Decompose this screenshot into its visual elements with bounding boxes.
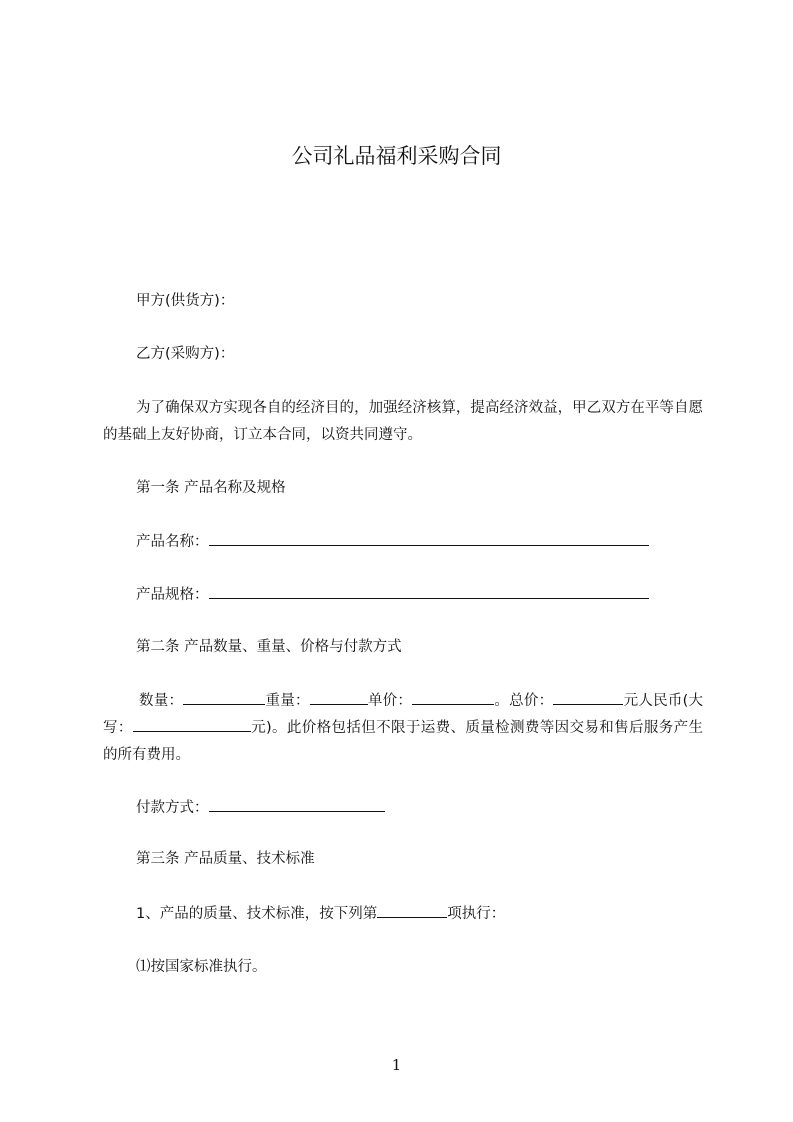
standard-item-blank — [377, 903, 447, 918]
total-price-blank — [553, 690, 623, 705]
standard-item-prefix: 1、产品的质量、技术标准，按下列第 — [136, 906, 378, 922]
payment-method-label: 付款方式： — [136, 800, 209, 816]
product-name-label: 产品名称： — [136, 534, 209, 550]
national-standard-line: ⑴按国家标准执行。 — [136, 959, 267, 975]
product-spec-label: 产品规格： — [136, 587, 209, 603]
weight-label: 重量： — [265, 693, 310, 709]
article2-heading: 第二条 产品数量、重量、价格与付款方式 — [136, 639, 402, 655]
total-price-label: 。总价： — [494, 693, 554, 709]
product-name-blank — [209, 531, 649, 546]
party-b-line: 乙方(采购方)： — [136, 346, 235, 362]
payment-method-line — [136, 797, 385, 818]
unit-price-label: 单价： — [367, 693, 413, 709]
amount-in-words-blank — [133, 717, 251, 732]
quantity-price-paragraph — [103, 688, 703, 769]
article3-heading: 第三条 产品质量、技术标准 — [136, 851, 315, 867]
price-clause: 元)。此价格包括但不限于运费、质量检测费等因交易和售后服务产生的所有费用。 — [103, 720, 703, 763]
article1-heading: 第一条 产品名称及规格 — [136, 480, 286, 496]
product-spec-blank — [209, 584, 649, 599]
product-spec-line — [136, 584, 649, 605]
yuan-label: 元人民币(大写： — [103, 693, 704, 736]
party-a-line: 甲方(供货方)： — [136, 293, 235, 309]
preamble-paragraph: 为了确保双方实现各自的经济目的，加强经济核算，提高经济效益，甲乙双方在平等自愿的基础上友好协商，订立本合同，以资共同遵守。 — [103, 400, 703, 443]
weight-blank — [310, 690, 368, 705]
unit-price-blank — [412, 690, 494, 705]
document-title: 公司礼品福利采购合同 — [291, 144, 502, 168]
page-number: 1 — [391, 1056, 402, 1074]
standard-item-suffix: 项执行： — [447, 906, 506, 922]
product-name-line — [136, 531, 649, 552]
payment-method-blank — [209, 797, 385, 812]
quantity-label: 数量： — [139, 693, 184, 709]
standard-item-line — [136, 903, 505, 924]
quantity-blank — [183, 690, 265, 705]
